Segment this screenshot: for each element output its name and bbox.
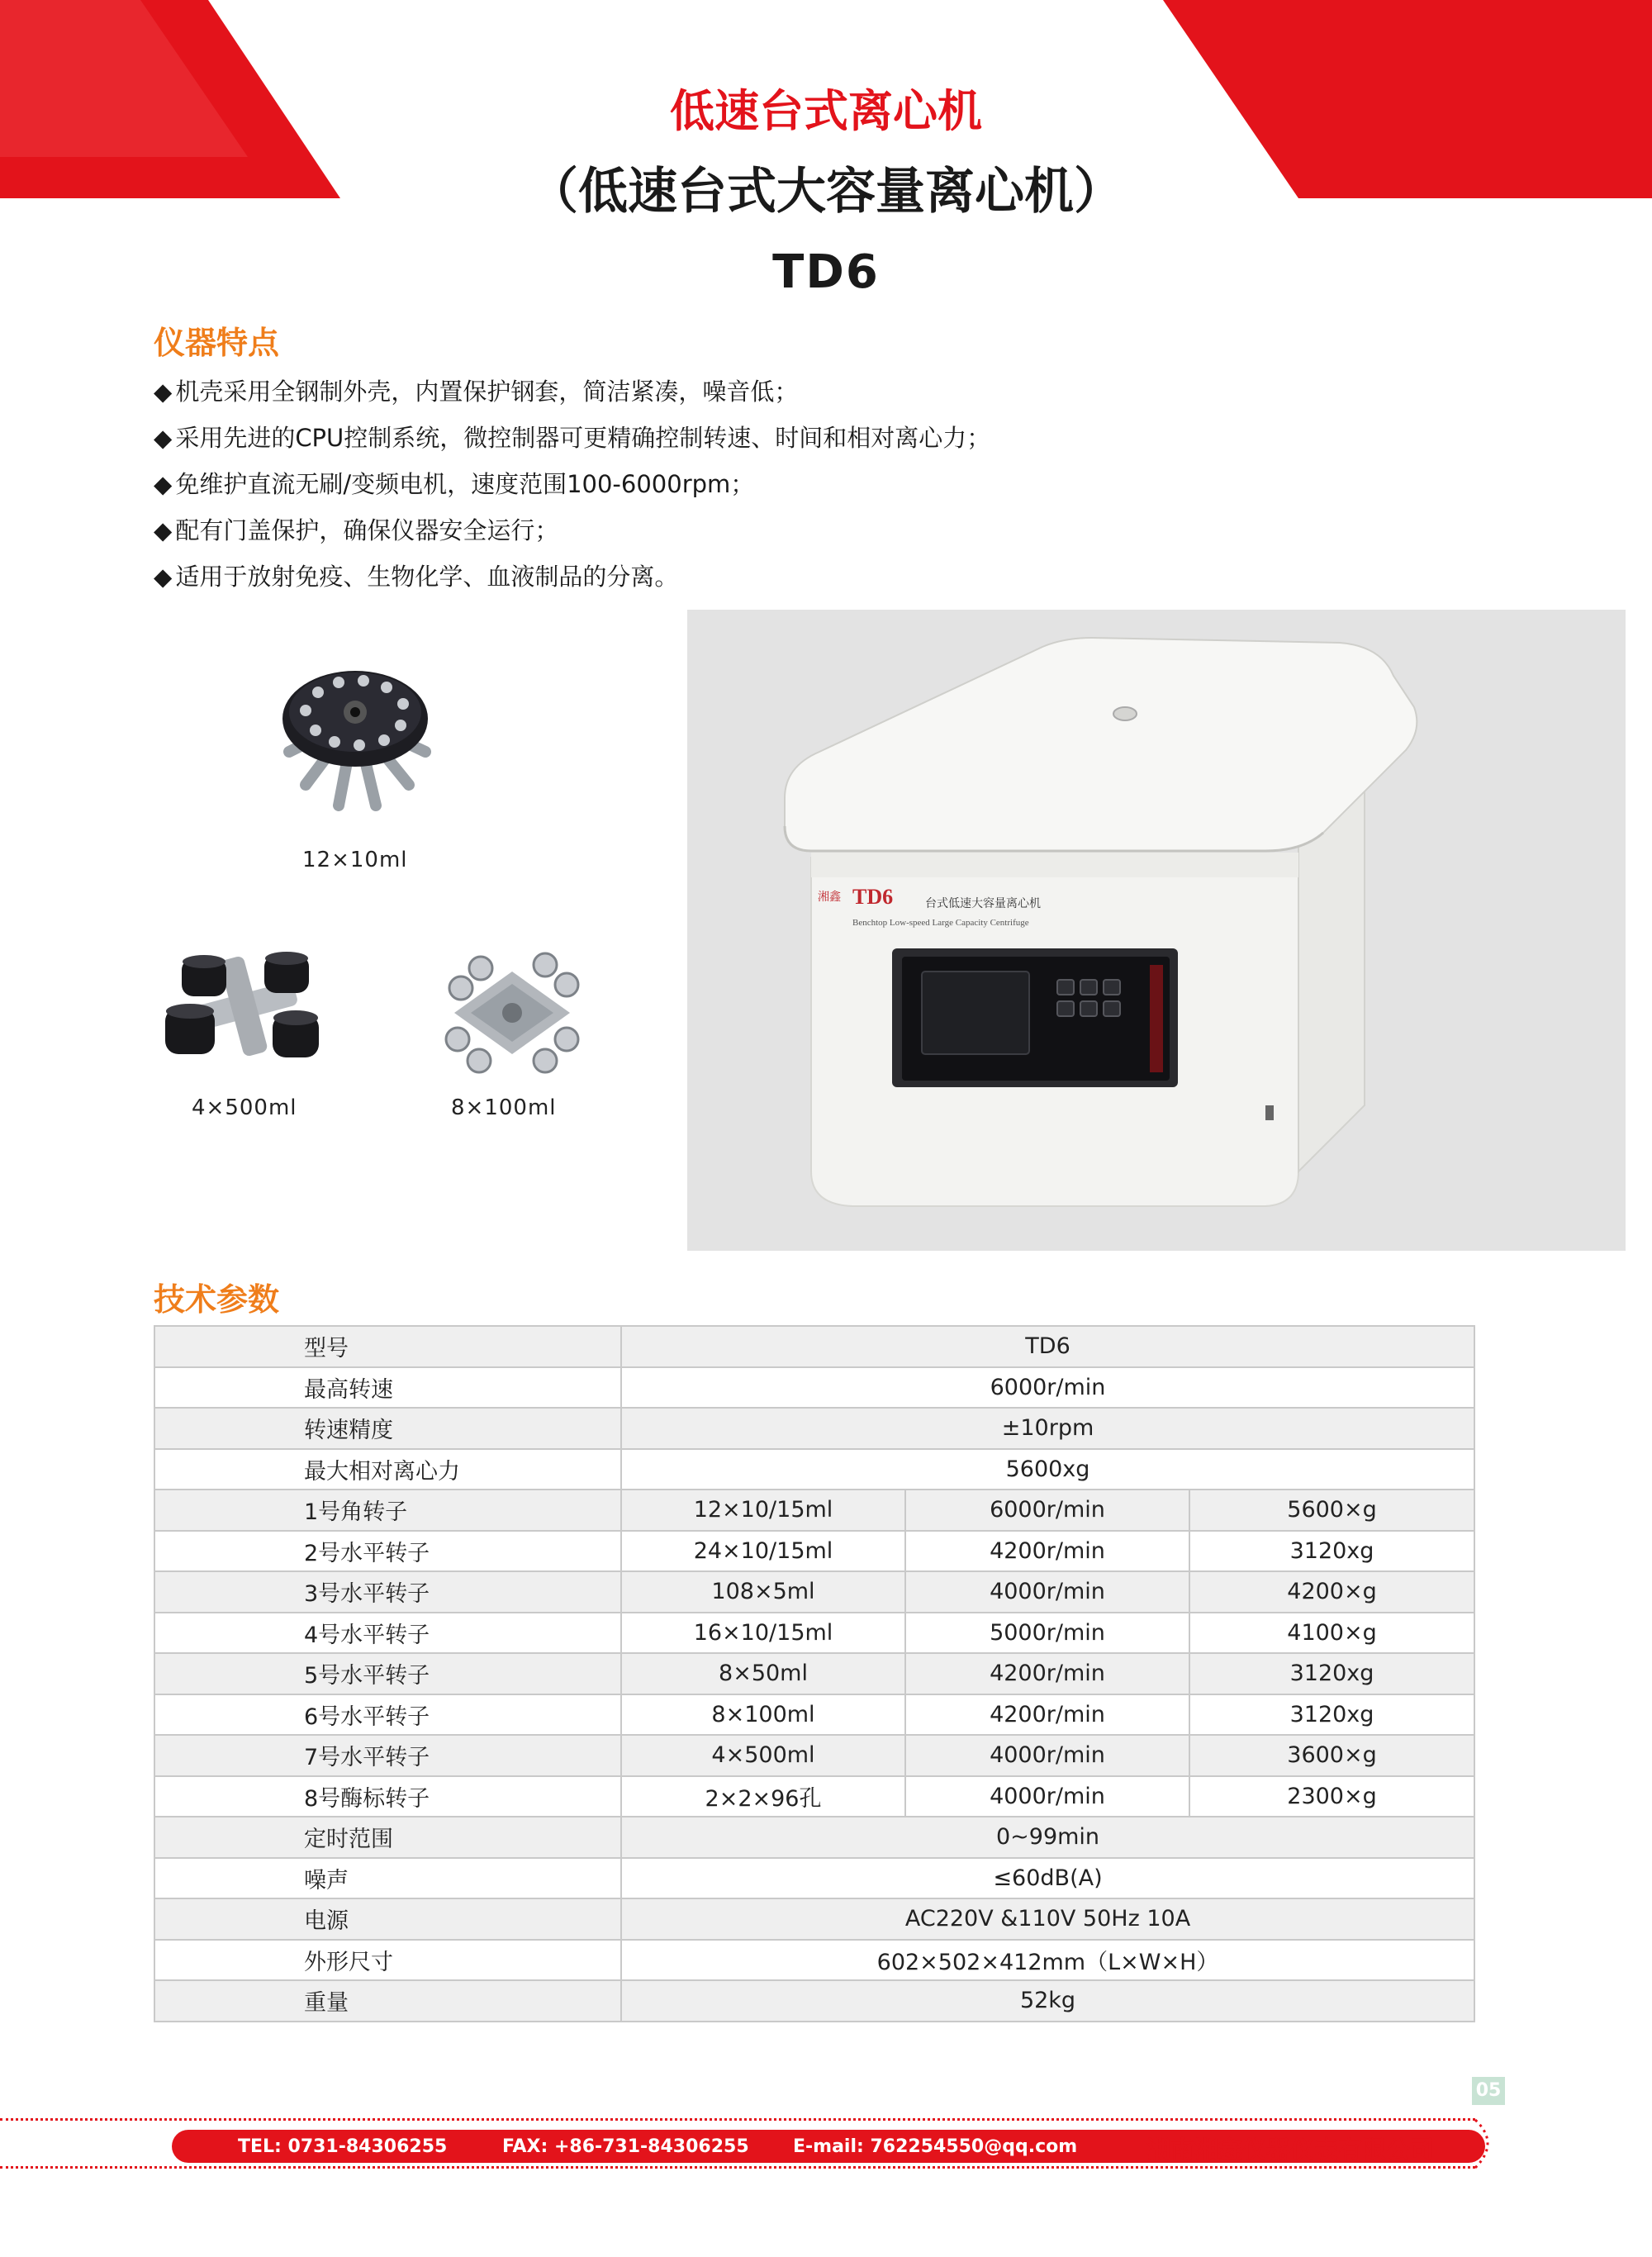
footer-tel: TEL: 0731-84306255 xyxy=(238,2136,448,2157)
rotor-capacity: 2×2×96孔 xyxy=(621,1776,905,1817)
rotor-label: 3号水平转子 xyxy=(154,1571,621,1613)
rotor-rcf: 2300×g xyxy=(1189,1776,1474,1817)
rotor-capacity: 16×10/15ml xyxy=(621,1613,905,1654)
rotor-rcf: 4100×g xyxy=(1189,1613,1474,1654)
title-block xyxy=(0,85,1652,299)
rotor-speed: 5000r/min xyxy=(905,1613,1189,1654)
rotor-rcf: 3600×g xyxy=(1189,1735,1474,1776)
feature-item: ◆ 适用于放射免疫、生物化学、血液制品的分离。 xyxy=(154,554,990,600)
photo-name-cn: 台式低速大容量离心机 xyxy=(925,897,1041,910)
table-row xyxy=(154,1408,1474,1449)
table-row xyxy=(154,1735,1474,1776)
spec-value: ±10rpm xyxy=(621,1408,1474,1449)
table-row xyxy=(154,1571,1474,1613)
spec-value: 52kg xyxy=(621,1980,1474,2022)
rotor-speed: 4200r/min xyxy=(905,1694,1189,1736)
footer-dotted-curve xyxy=(1454,2118,1503,2169)
feature-item: ◆ 采用先进的CPU控制系统，微控制器可更精确控制转速、时间和相对离心力； xyxy=(154,415,990,461)
feature-item: ◆ 机壳采用全钢制外壳，内置保护钢套，简洁紧凑，噪音低； xyxy=(154,368,990,415)
bucket-rotor-500ml-caption: 4×500ml xyxy=(192,1095,297,1120)
spec-value: 0~99min xyxy=(621,1817,1474,1858)
rotor-label: 5号水平转子 xyxy=(154,1653,621,1694)
spec-label: 最高转速 xyxy=(154,1367,621,1409)
rotor-speed: 4000r/min xyxy=(905,1776,1189,1817)
product-photo xyxy=(687,610,1626,1251)
rotor-label: 4号水平转子 xyxy=(154,1613,621,1654)
table-row xyxy=(154,1367,1474,1409)
rotor-label: 8号酶标转子 xyxy=(154,1776,621,1817)
spec-label: 噪声 xyxy=(154,1858,621,1899)
footer-dotted-line-top xyxy=(0,2118,1475,2121)
spec-value: ≤60dB(A) xyxy=(621,1858,1474,1899)
rotor-rcf: 3120xg xyxy=(1189,1531,1474,1572)
photo-model-label: TD6 xyxy=(852,885,894,909)
rotor-capacity: 8×100ml xyxy=(621,1694,905,1736)
rotor-capacity: 24×10/15ml xyxy=(621,1531,905,1572)
spec-label: 电源 xyxy=(154,1898,621,1940)
table-row xyxy=(154,1613,1474,1654)
spec-value: 602×502×412mm（L×W×H） xyxy=(621,1940,1474,1981)
table-row xyxy=(154,1449,1474,1490)
spec-label: 转速精度 xyxy=(154,1408,621,1449)
feature-item: ◆ 配有门盖保护，确保仪器安全运行； xyxy=(154,507,990,554)
footer-dotted-line-bottom xyxy=(0,2166,1475,2169)
footer-company-name: 湖南湘鑫仪器仪表有限公司 xyxy=(1146,2136,1435,2164)
table-row xyxy=(154,1817,1474,1858)
spec-value: TD6 xyxy=(621,1326,1474,1367)
table-row xyxy=(154,1490,1474,1531)
table-row xyxy=(154,1980,1474,2022)
model-name: TD6 xyxy=(772,245,880,299)
features-heading: 仪器特点 xyxy=(154,325,280,361)
feature-item: ◆ 免维护直流无刷/变频电机，速度范围100-6000rpm； xyxy=(154,461,990,507)
spec-value: 6000r/min xyxy=(621,1367,1474,1409)
page-number: 05 xyxy=(1472,2077,1505,2105)
rotor-speed: 4000r/min xyxy=(905,1571,1189,1613)
spec-label: 型号 xyxy=(154,1326,621,1367)
diamond-bullet-icon: ◆ xyxy=(154,378,173,406)
rotor-speed: 4000r/min xyxy=(905,1735,1189,1776)
rotor-capacity: 4×500ml xyxy=(621,1735,905,1776)
rotor-speed: 4200r/min xyxy=(905,1531,1189,1572)
table-row xyxy=(154,1326,1474,1367)
table-row xyxy=(154,1776,1474,1817)
angle-rotor-caption: 12×10ml xyxy=(302,848,408,872)
table-row xyxy=(154,1653,1474,1694)
rotor-rcf: 4200×g xyxy=(1189,1571,1474,1613)
rotor-capacity: 8×50ml xyxy=(621,1653,905,1694)
diamond-bullet-icon: ◆ xyxy=(154,516,173,544)
feature-list xyxy=(154,368,990,600)
page-title: 低速台式离心机 xyxy=(670,85,982,137)
spec-value: 5600xg xyxy=(621,1449,1474,1490)
spec-value: AC220V &110V 50Hz 10A xyxy=(621,1898,1474,1940)
centrifuge-illustration xyxy=(687,610,1626,1251)
table-row xyxy=(154,1858,1474,1899)
photo-brand-mark: 湘鑫 xyxy=(818,891,841,904)
diamond-bullet-icon: ◆ xyxy=(154,470,173,498)
table-row xyxy=(154,1898,1474,1940)
angle-rotor-image xyxy=(273,661,438,818)
page-subtitle: （低速台式大容量离心机） xyxy=(529,163,1123,221)
bucket-rotor-100ml-image xyxy=(430,947,595,1079)
rotor-capacity: 12×10/15ml xyxy=(621,1490,905,1531)
bucket-rotor-100ml-caption: 8×100ml xyxy=(451,1095,557,1120)
footer-email: E-mail: 762254550@qq.com xyxy=(793,2136,1078,2157)
table-row xyxy=(154,1940,1474,1981)
rotor-label: 2号水平转子 xyxy=(154,1531,621,1572)
table-row xyxy=(154,1694,1474,1736)
rotor-speed: 4200r/min xyxy=(905,1653,1189,1694)
specs-heading: 技术参数 xyxy=(154,1281,280,1318)
photo-name-en: Benchtop Low-speed Large Capacity Centrifuge xyxy=(852,918,1029,928)
rotor-speed: 6000r/min xyxy=(905,1490,1189,1531)
specs-table xyxy=(154,1325,1475,2022)
spec-label: 最大相对离心力 xyxy=(154,1449,621,1490)
rotor-rcf: 5600×g xyxy=(1189,1490,1474,1531)
spec-label: 外形尺寸 xyxy=(154,1940,621,1981)
rotor-label: 7号水平转子 xyxy=(154,1735,621,1776)
spec-label: 重量 xyxy=(154,1980,621,2022)
footer-fax: FAX: +86-731-84306255 xyxy=(502,2136,749,2157)
table-row xyxy=(154,1531,1474,1572)
bucket-rotor-500ml-image xyxy=(157,948,330,1072)
spec-label: 定时范围 xyxy=(154,1817,621,1858)
rotor-rcf: 3120xg xyxy=(1189,1694,1474,1736)
diamond-bullet-icon: ◆ xyxy=(154,563,173,591)
rotor-capacity: 108×5ml xyxy=(621,1571,905,1613)
rotor-rcf: 3120xg xyxy=(1189,1653,1474,1694)
diamond-bullet-icon: ◆ xyxy=(154,424,173,452)
rotor-label: 1号角转子 xyxy=(154,1490,621,1531)
rotor-label: 6号水平转子 xyxy=(154,1694,621,1736)
